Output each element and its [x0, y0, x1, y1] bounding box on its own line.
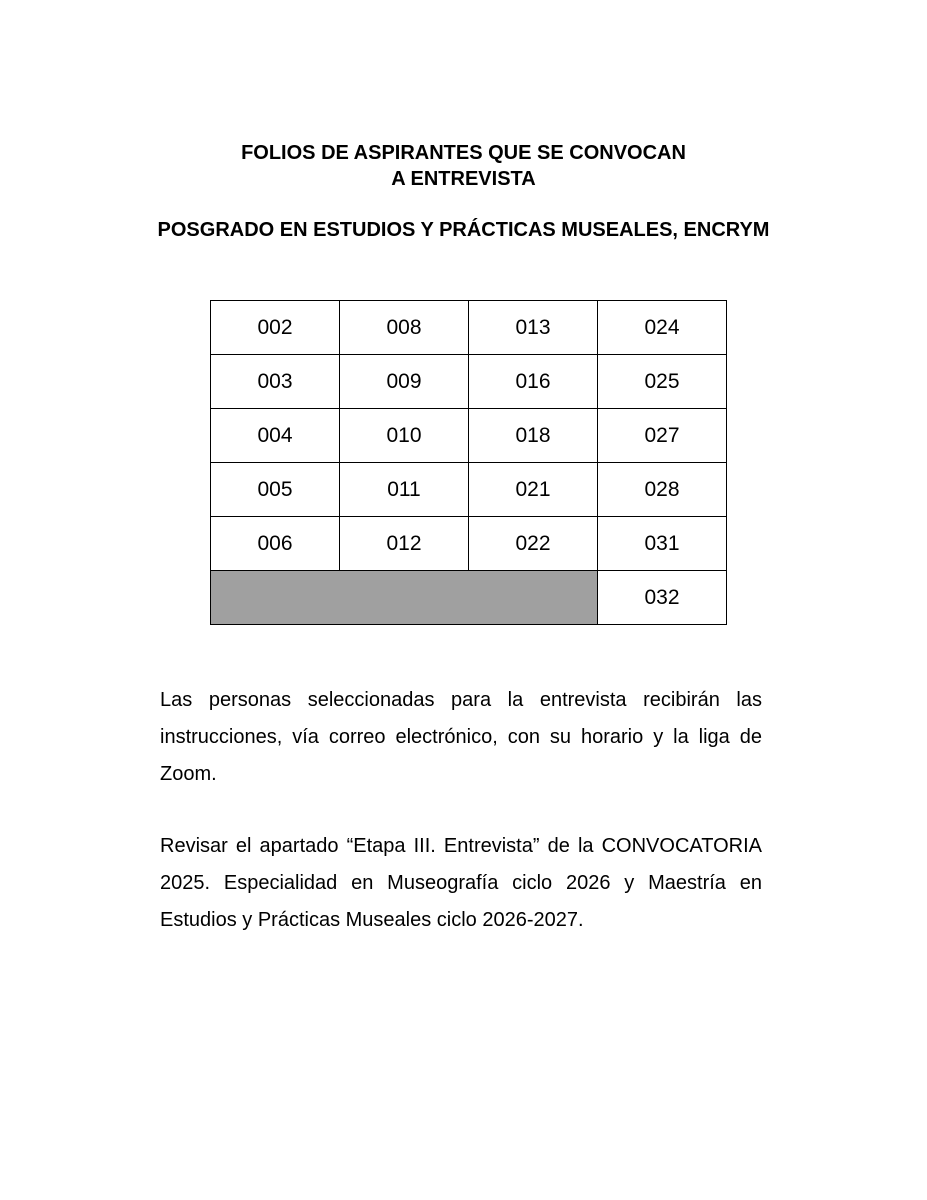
- folio-cell: 009: [340, 355, 469, 409]
- folio-cell: 028: [598, 463, 727, 517]
- instructions-paragraph: Las personas seleccionadas para la entrevista recibirán las instrucciones, vía correo electrónico, con su horario y la liga de Zoom.: [160, 689, 762, 785]
- folio-cell: 013: [469, 301, 598, 355]
- folios-table: [210, 300, 727, 625]
- folio-cell: 006: [211, 517, 340, 571]
- folio-cell: 011: [340, 463, 469, 517]
- reference-paragraph: Revisar el apartado “Etapa III. Entrevista” de la CONVOCATORIA 2025. Especialidad en Museografía ciclo 2026 y Maestría en Estudios y Prácticas Museales ciclo 2026-2027.: [160, 835, 762, 931]
- folio-cell: 018: [469, 409, 598, 463]
- table-row: [211, 463, 727, 517]
- folio-cell: 016: [469, 355, 598, 409]
- program-subtitle: POSGRADO EN ESTUDIOS Y PRÁCTICAS MUSEALES, ENCRYM: [157, 219, 770, 241]
- title-line-1: FOLIOS DE ASPIRANTES QUE SE CONVOCAN: [241, 142, 686, 164]
- folio-cell: 008: [340, 301, 469, 355]
- table-row: [211, 517, 727, 571]
- folio-cell: 024: [598, 301, 727, 355]
- table-row: [211, 355, 727, 409]
- empty-shaded-cell: [211, 571, 598, 625]
- folio-cell: 031: [598, 517, 727, 571]
- folio-cell: 032: [598, 571, 727, 625]
- folio-cell: 004: [211, 409, 340, 463]
- folio-cell: 005: [211, 463, 340, 517]
- table-row: [211, 571, 727, 625]
- title-line-2: A ENTREVISTA: [391, 168, 536, 190]
- folio-cell: 003: [211, 355, 340, 409]
- folio-cell: 025: [598, 355, 727, 409]
- folio-cell: 022: [469, 517, 598, 571]
- folio-cell: 012: [340, 517, 469, 571]
- folio-cell: 027: [598, 409, 727, 463]
- table-row: [211, 301, 727, 355]
- folio-cell: 010: [340, 409, 469, 463]
- folio-cell: 002: [211, 301, 340, 355]
- table-row: [211, 409, 727, 463]
- folio-cell: 021: [469, 463, 598, 517]
